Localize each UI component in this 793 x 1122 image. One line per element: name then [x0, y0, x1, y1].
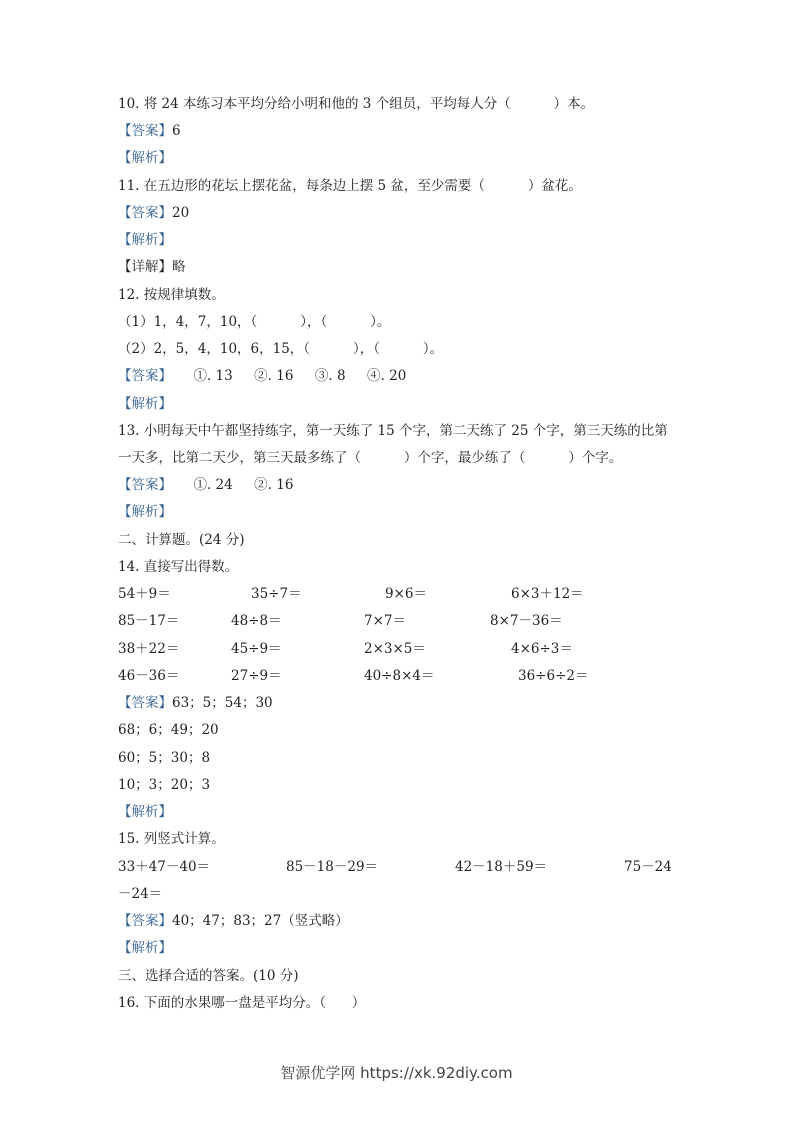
answer-text: 20	[172, 205, 190, 221]
calc-wrap: －24＝	[118, 886, 163, 902]
calc-item: 48÷8＝	[231, 613, 282, 629]
detail-text: 略	[172, 259, 186, 275]
question-12-sub1: （1）1，4，7，10，（ ），（ ）。	[118, 314, 391, 330]
question-11: 11. 在五边形的花坛上摆花盆，每条边上摆 5 盆，至少需要（ ）盆花。	[118, 178, 582, 194]
answer-row-12	[118, 367, 406, 385]
question-12-sub2: （2）2，5，4，10，6，15，（ ），（ ）。	[118, 341, 444, 357]
answer-tag: 【答案】	[118, 205, 172, 221]
answer-text: 40；47；83；27（竖式略）	[172, 913, 349, 929]
question-15: 15. 列竖式计算。	[118, 831, 225, 847]
analysis-tag: 【解析】	[118, 396, 172, 412]
calc-row	[118, 858, 678, 876]
answer-tag: 【答案】	[118, 477, 172, 493]
answer-text: 63；5；54；30	[172, 695, 273, 711]
answer-text: ①. 24 ②. 16	[172, 477, 294, 493]
calc-item: 9×6＝	[385, 586, 427, 602]
answer-line: 60；5；30；8	[118, 750, 211, 766]
question-12: 12. 按规律填数。	[118, 287, 225, 303]
calc-item: 35÷7＝	[251, 586, 302, 602]
detail-tag: 【详解】	[118, 259, 172, 275]
section-2-title: 二、计算题。(24 分)	[118, 532, 245, 548]
question-13-line2: 一天多，比第二天少，第三天最多练了（ ）个字，最少练了（ ）个字。	[118, 450, 623, 466]
calc-item: 2×3×5＝	[364, 641, 426, 657]
calc-item: 85－17＝	[118, 613, 180, 629]
answer-row-13	[118, 476, 293, 494]
calc-row	[118, 667, 718, 685]
calc-item: 38＋22＝	[118, 641, 180, 657]
answer-tag: 【答案】	[118, 695, 172, 711]
answer-row-14	[118, 694, 273, 712]
section-3-title: 三、选择合适的答案。(10 分)	[118, 968, 299, 984]
calc-row	[118, 612, 718, 630]
calc-item: 33＋47－40＝	[118, 859, 211, 875]
calc-row	[118, 585, 718, 603]
analysis-tag: 【解析】	[118, 804, 172, 820]
calc-item: 75－24	[624, 859, 672, 875]
footer-watermark: 智源优学网 https://xk.92diy.com	[280, 1064, 513, 1082]
analysis-tag: 【解析】	[118, 150, 172, 166]
analysis-tag: 【解析】	[118, 504, 172, 520]
question-14: 14. 直接写出得数。	[118, 559, 239, 575]
question-13-line1: 13. 小明每天中午都坚持练字，第一天练了 15 个字，第二天练了 25 个字，第三天练的比第	[118, 423, 668, 439]
detail-row-11	[118, 258, 186, 276]
calc-item: 36÷6÷2＝	[518, 668, 589, 684]
calc-item: 6×3＋12＝	[511, 586, 584, 602]
calc-item: 42－18＋59＝	[455, 859, 548, 875]
answer-text: 6	[172, 123, 181, 139]
answer-row-11	[118, 204, 189, 222]
calc-item: 40÷8×4＝	[364, 668, 435, 684]
calc-item: 54＋9＝	[118, 586, 171, 602]
question-16: 16. 下面的水果哪一盘是平均分。（ ）	[118, 995, 366, 1011]
calc-item: 46－36＝	[118, 668, 180, 684]
analysis-tag: 【解析】	[118, 940, 172, 956]
answer-tag: 【答案】	[118, 368, 172, 384]
answer-tag: 【答案】	[118, 123, 172, 139]
question-10: 10. 将 24 本练习本平均分给小明和他的 3 个组员，平均每人分（ ）本。	[118, 96, 595, 112]
answer-tag: 【答案】	[118, 913, 172, 929]
calc-item: 85－18－29＝	[286, 859, 379, 875]
calc-row	[118, 640, 718, 658]
calc-item: 8×7－36＝	[490, 613, 563, 629]
calc-item: 7×7＝	[364, 613, 406, 629]
answer-text: ①. 13 ②. 16 ③. 8 ④. 20	[172, 368, 407, 384]
answer-line: 10；3；20；3	[118, 777, 211, 793]
calc-item: 45÷9＝	[231, 641, 282, 657]
answer-row-15	[118, 912, 349, 930]
calc-item: 4×6÷3＝	[511, 641, 573, 657]
answer-line: 68；6；49；20	[118, 722, 219, 738]
calc-item: 27÷9＝	[231, 668, 282, 684]
analysis-tag: 【解析】	[118, 232, 172, 248]
answer-row-10	[118, 122, 181, 140]
